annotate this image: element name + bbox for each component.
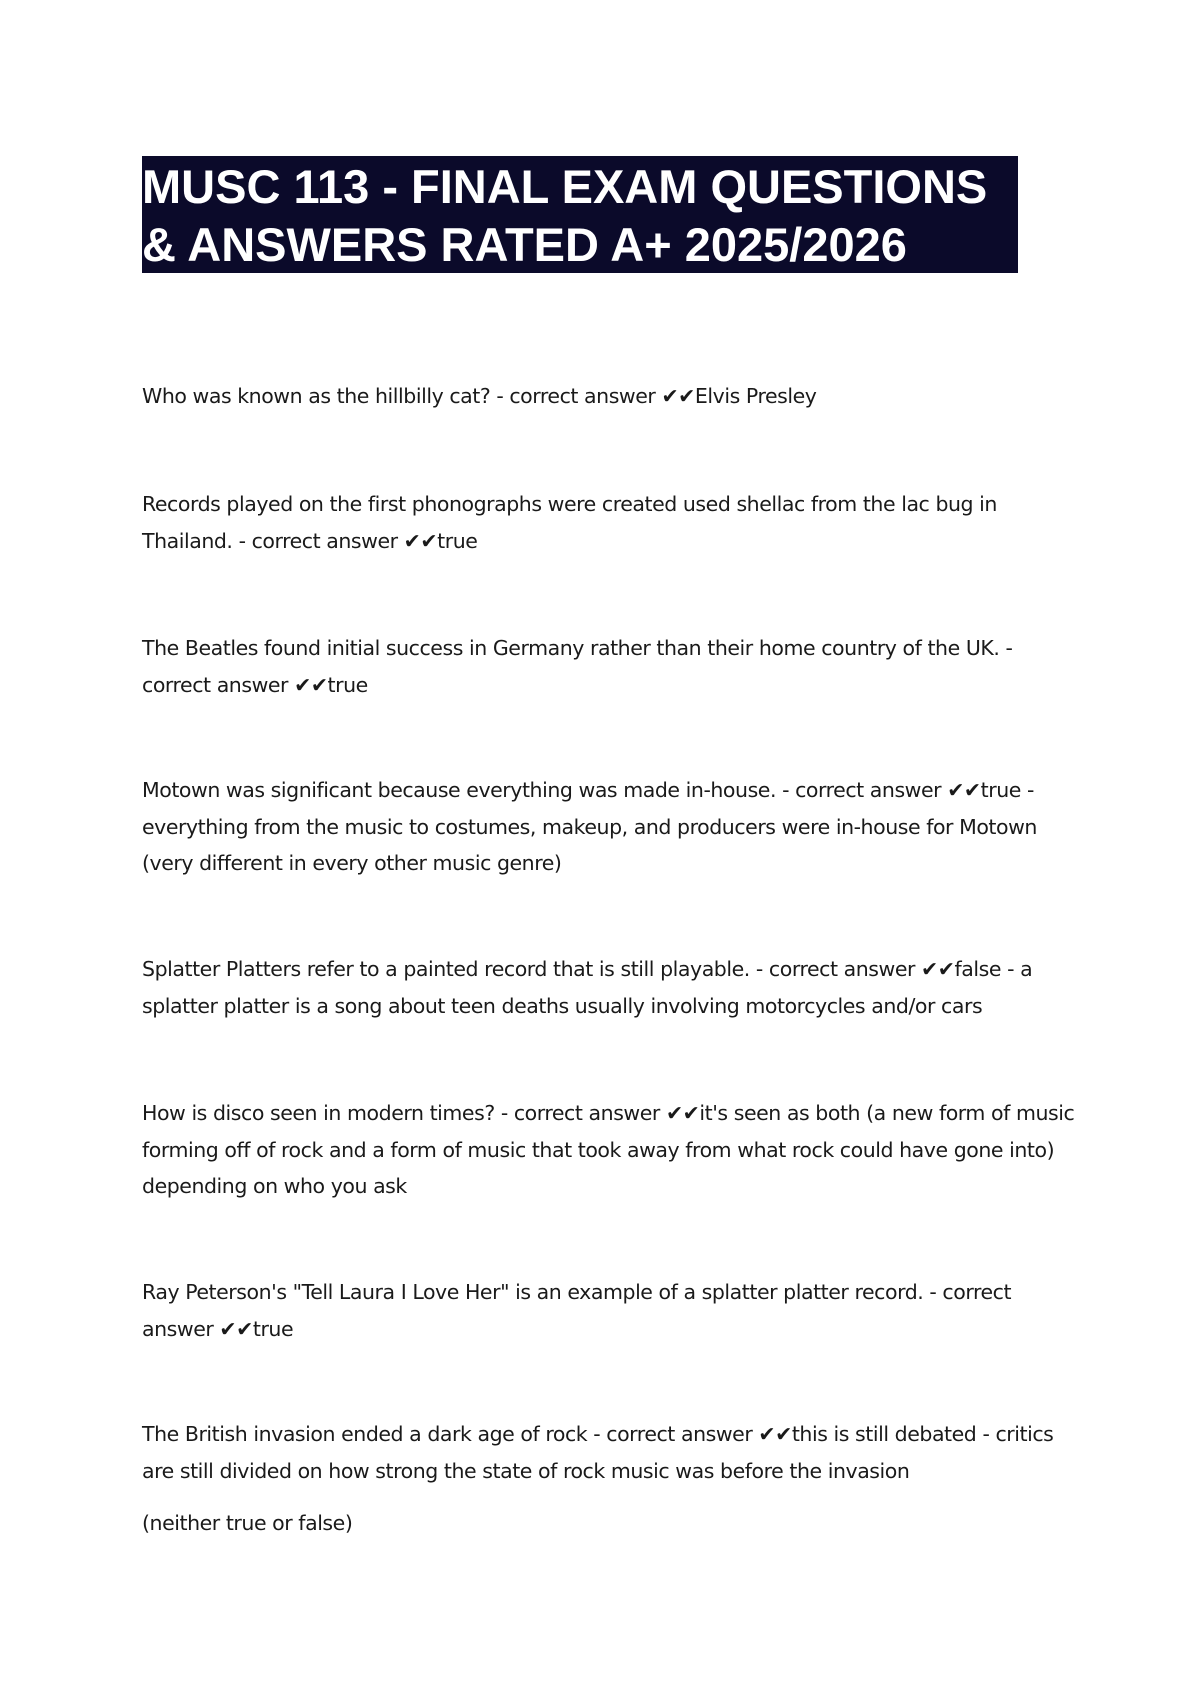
qa-item-3: The Beatles found initial success in Germany rather than their home country of the UK. - correct answer ✔✔true	[142, 636, 1013, 697]
title-line-2: & ANSWERS RATED A+ 2025/2026	[142, 218, 907, 271]
qa-item-5: Splatter Platters refer to a painted record that is still playable. - correct answer ✔✔false - a splatter platter is a song about teen deaths usually involving motorcycles and/or cars	[142, 957, 1033, 1018]
qa-item-8-extra: (neither true or false)	[142, 1511, 353, 1535]
qa-item-1: Who was known as the hillbilly cat? - correct answer ✔✔Elvis Presley	[142, 384, 817, 408]
qa-item-6: How is disco seen in modern times? - correct answer ✔✔it's seen as both (a new form of music forming off of rock and a form of music that took away from what rock could have gone into) depending on who you ask	[142, 1101, 1075, 1198]
qa-item-4: Motown was significant because everything was made in-house. - correct answer ✔✔true - everything from the music to costumes, makeup, and producers were in-house for Motown (very different in every other music genre)	[142, 778, 1037, 875]
title-line-1: MUSC 113 - FINAL EXAM QUESTIONS	[142, 160, 988, 213]
qa-item-2: Records played on the first phonographs were created used shellac from the lac bug in Thailand. - correct answer ✔✔true	[142, 492, 997, 553]
qa-item-8: The British invasion ended a dark age of rock - correct answer ✔✔this is still debated - critics are still divided on how strong the state of rock music was before the invasion	[142, 1422, 1054, 1483]
qa-item-7: Ray Peterson's "Tell Laura I Love Her" is an example of a splatter platter record. - correct answer ✔✔true	[142, 1280, 1012, 1341]
title-banner	[142, 156, 1018, 273]
